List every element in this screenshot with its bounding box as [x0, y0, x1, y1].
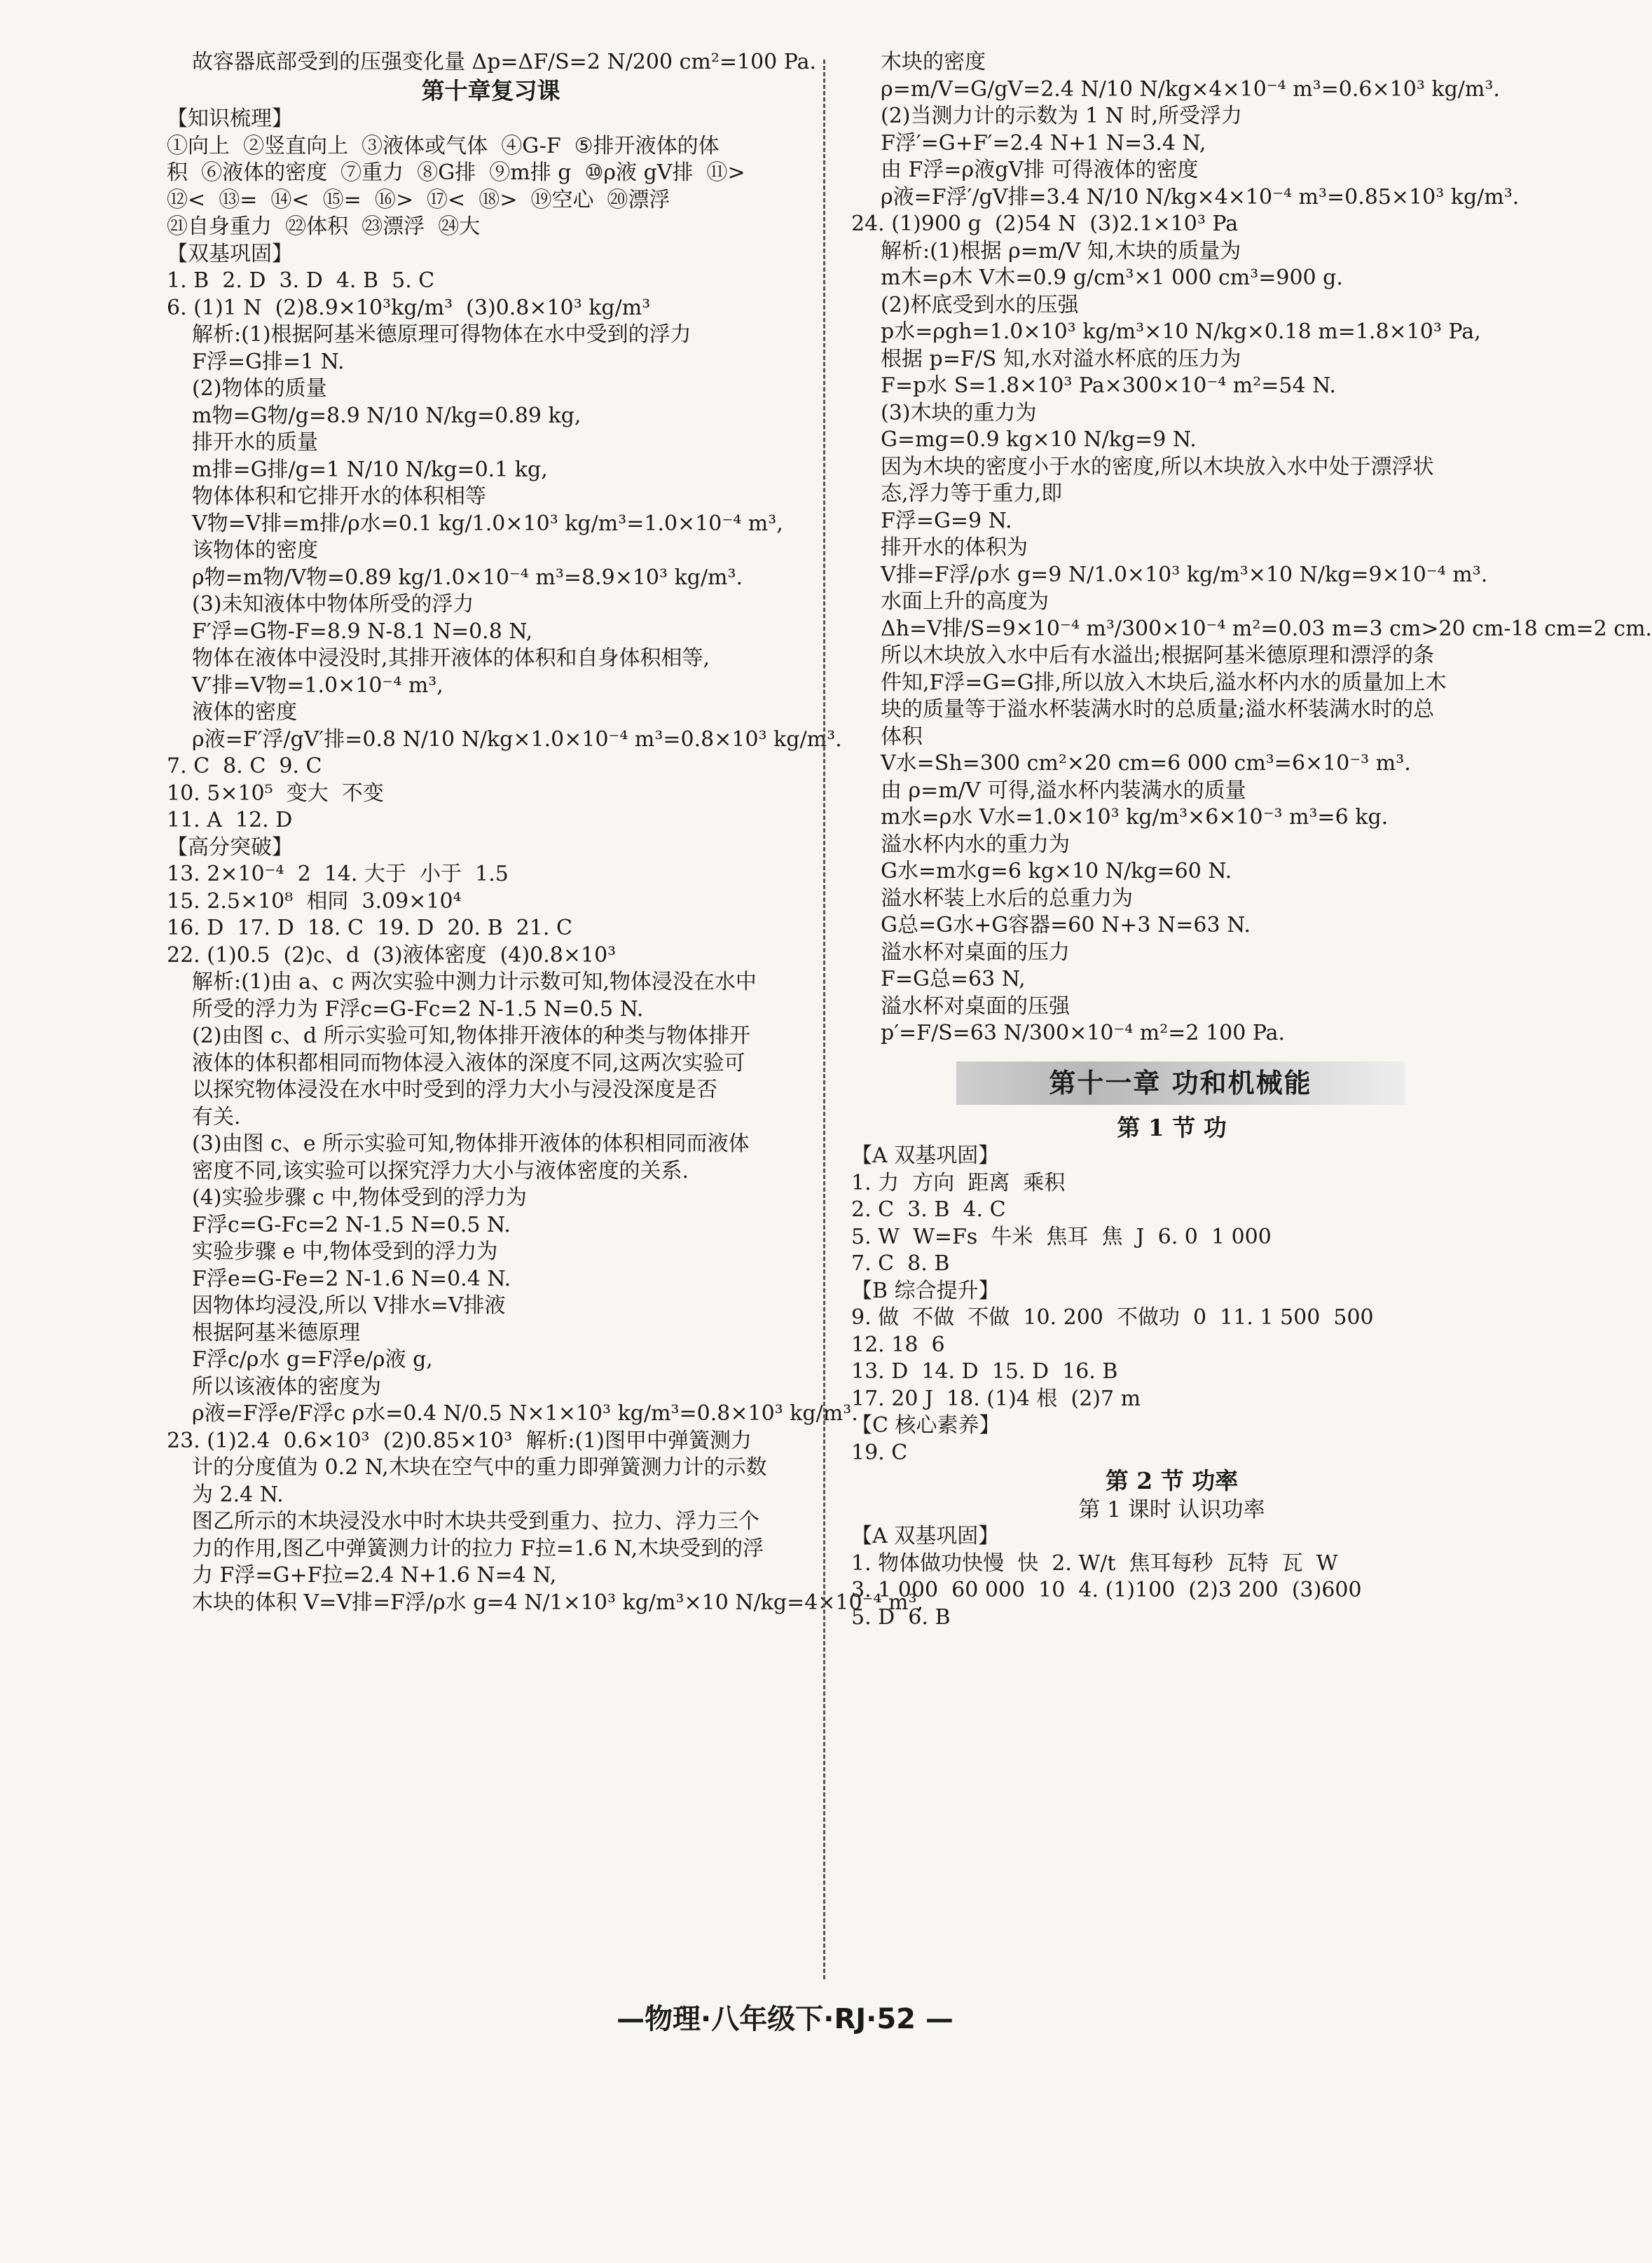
text-line: 24. (1)900 g (2)54 N (3)2.1×10³ Pa — [851, 212, 1239, 236]
text-line: 【A 双基巩固】 — [851, 1524, 1000, 1548]
text-line: 溢水杯对桌面的压强 — [881, 993, 1070, 1019]
text-line: 所以木块放入水中后有水溢出;根据阿基米德原理和漂浮的条 — [881, 643, 1435, 668]
text-line: 12. 18 6 — [851, 1332, 945, 1357]
text-line: 因为木块的密度小于水的密度,所以木块放入水中处于漂浮状 — [881, 454, 1434, 479]
text-line: (3)由图 c、e 所示实验可知,物体排开液体的体积相同而液体 — [192, 1132, 750, 1156]
text-line: 排开水的质量 — [192, 430, 318, 455]
text-line: 排开水的体积为 — [881, 535, 1028, 560]
text-line: 密度不同,该实验可以探究浮力大小与液体密度的关系. — [192, 1158, 689, 1183]
text-line: 体积 — [881, 724, 923, 749]
text-line: 10. 5×10⁵ 变大 不变 — [167, 780, 384, 806]
text-line: (2)当测力计的示数为 1 N 时,所受浮力 — [881, 104, 1242, 128]
text-line: (3)木块的重力为 — [881, 400, 1037, 425]
text-line: 为 2.4 N. — [192, 1482, 284, 1507]
text-line: 图乙所示的木块浸没水中时木块共受到重力、拉力、浮力三个 — [192, 1509, 759, 1534]
text-line: 溢水杯对桌面的压力 — [881, 940, 1070, 965]
text-line: ρ液=F′浮/gV′排=0.8 N/10 N/kg×1.0×10⁻⁴ m³=0.8×10³ kg/m³. — [192, 727, 842, 752]
text-line: 11. A 12. D — [167, 808, 293, 832]
text-line: 故容器底部受到的压强变化量 Δp=ΔF/S=2 N/200 cm²=100 Pa. — [192, 50, 817, 74]
text-line: 计的分度值为 0.2 N,木块在空气中的重力即弹簧测力计的示数 — [192, 1455, 767, 1480]
text-line: 23. (1)2.4 0.6×10³ (2)0.85×10³ 解析:(1)图甲中弹簧测力 — [167, 1428, 752, 1453]
text-line: 木块的密度 — [881, 50, 986, 74]
text-line: V水=Sh=300 cm²×20 cm=6 000 cm³=6×10⁻³ m³. — [881, 751, 1411, 776]
text-line: 块的质量等于溢水杯装满水时的总质量;溢水杯装满水时的总 — [881, 697, 1435, 722]
text-line: F浮′=G+F′=2.4 N+1 N=3.4 N, — [881, 130, 1206, 156]
text-line: ①向上 ②竖直向上 ③液体或气体 ④G-F ⑤排开液体的体 — [167, 133, 720, 158]
text-line: F=p水 S=1.8×10³ Pa×300×10⁻⁴ m²=54 N. — [881, 373, 1336, 398]
chapter-banner: 第十一章 功和机械能 — [956, 1061, 1405, 1105]
text-line: p水=ρgh=1.0×10³ kg/m³×10 N/kg×0.18 m=1.8×10³ Pa, — [881, 319, 1481, 344]
text-line: 16. D 17. D 18. C 19. D 20. B 21. C — [167, 916, 572, 940]
text-line: F浮c/ρ水 g=F浮e/ρ液 g, — [192, 1347, 433, 1372]
text-line: 解析:(1)根据 ρ=m/V 知,木块的质量为 — [881, 238, 1241, 263]
text-line: 因物体均浸没,所以 V排水=V排液 — [192, 1293, 506, 1318]
section-heading: 第 2 节 功率 — [1105, 1467, 1239, 1494]
text-line: Δh=V排/S=9×10⁻⁴ m³/300×10⁻⁴ m²=0.03 m=3 cm>20 cm-18 cm=2 cm. — [881, 616, 1652, 641]
text-line: 解析:(1)根据阿基米德原理可得物体在水中受到的浮力 — [192, 322, 691, 347]
text-line: 有关. — [192, 1104, 241, 1129]
text-line: 【高分突破】 — [167, 834, 293, 860]
text-line: 【B 综合提升】 — [851, 1278, 1000, 1303]
text-line: 根据阿基米德原理 — [192, 1320, 360, 1345]
text-line: F浮c=G-Fc=2 N-1.5 N=0.5 N. — [192, 1212, 511, 1237]
text-line: 5. W W=Fs 牛米 焦耳 焦 J 6. 0 1 000 — [851, 1224, 1272, 1249]
text-line: 该物体的密度 — [192, 538, 318, 563]
text-line: m水=ρ水 V水=1.0×10³ kg/m³×6×10⁻³ m³=6 kg. — [881, 805, 1389, 830]
text-line: 1. B 2. D 3. D 4. B 5. C — [167, 268, 435, 293]
text-line: 溢水杯内水的重力为 — [881, 832, 1070, 857]
text-line: ρ=m/V=G/gV=2.4 N/10 N/kg×4×10⁻⁴ m³=0.6×10³ kg/m³. — [881, 76, 1500, 102]
text-line: ρ液=F浮e/F浮c ρ水=0.4 N/0.5 N×1×10³ kg/m³=0.8×10³ kg/m³. — [192, 1401, 858, 1426]
page-footer: —物理·八年级下·RJ·52 — — [617, 2003, 954, 2035]
text-line: 5. D 6. B — [851, 1604, 951, 1630]
text-line: m木=ρ木 V木=0.9 g/cm³×1 000 cm³=900 g. — [881, 266, 1343, 290]
text-line: 物体在液体中浸没时,其排开液体的体积和自身体积相等, — [192, 646, 710, 670]
text-line: 解析:(1)由 a、c 两次实验中测力计示数可知,物体浸没在水中 — [192, 970, 757, 994]
text-line: 根据 p=F/S 知,水对溢水杯底的压力为 — [881, 346, 1241, 371]
text-line: 【A 双基巩固】 — [851, 1143, 1000, 1168]
text-line: 物体体积和它排开水的体积相等 — [192, 484, 486, 509]
text-line: G=mg=0.9 kg×10 N/kg=9 N. — [881, 427, 1197, 452]
text-line: 溢水杯装上水后的总重力为 — [881, 886, 1133, 911]
column-divider — [823, 60, 825, 1979]
text-line: V′排=V物=1.0×10⁻⁴ m³, — [192, 673, 443, 698]
text-line: V排=F浮/ρ水 g=9 N/1.0×10³ kg/m³×10 N/kg=9×10⁻⁴ m³. — [881, 562, 1488, 587]
text-line: 2. C 3. B 4. C — [851, 1197, 1006, 1222]
text-line: 7. C 8. C 9. C — [167, 754, 322, 778]
text-line: 22. (1)0.5 (2)c、d (3)液体密度 (4)0.8×10³ — [167, 942, 617, 968]
text-line: 【双基巩固】 — [167, 241, 293, 266]
text-line: 【C 核心素养】 — [851, 1413, 1000, 1438]
section-heading: 第 1 节 功 — [1117, 1113, 1227, 1141]
text-line: 态,浮力等于重力,即 — [881, 481, 1063, 506]
text-line: 9. 做 不做 不做 10. 200 不做功 0 11. 1 500 500 — [851, 1305, 1374, 1330]
text-line: G总=G水+G容器=60 N+3 N=63 N. — [881, 913, 1251, 937]
text-line: 液体的体积都相同而物体浸入液体的深度不同,这两次实验可 — [192, 1050, 745, 1075]
text-line: 液体的密度 — [192, 700, 297, 724]
text-line: 1. 力 方向 距离 乘积 — [851, 1170, 1066, 1195]
text-line: 件知,F浮=G=G排,所以放入木块后,溢水杯内水的质量加上木 — [881, 670, 1447, 695]
text-line: ρ液=F浮′/gV排=3.4 N/10 N/kg×4×10⁻⁴ m³=0.85×10³ kg/m³. — [881, 184, 1520, 209]
text-line: 【知识梳理】 — [167, 106, 293, 131]
text-line: ρ物=m物/V物=0.89 kg/1.0×10⁻⁴ m³=8.9×10³ kg/m³. — [192, 565, 743, 590]
text-line: 3. 1 000 60 000 10 4. (1)100 (2)3 200 (3)600 — [851, 1578, 1362, 1602]
right-column — [851, 49, 1652, 1631]
text-line: (3)未知液体中物体所受的浮力 — [192, 592, 474, 617]
text-line: 由 F浮=ρ液gV排 可得液体的密度 — [881, 158, 1199, 182]
section-heading: 第十章复习课 — [421, 76, 560, 104]
text-line: F浮=G排=1 N. — [192, 349, 345, 374]
text-line: 15. 2.5×10⁸ 相同 3.09×10⁴ — [167, 888, 462, 914]
text-line: 6. (1)1 N (2)8.9×10³kg/m³ (3)0.8×10³ kg/m³ — [167, 295, 651, 320]
text-line: ⑫< ⑬= ⑭< ⑮= ⑯> ⑰< ⑱> ⑲空心 ⑳漂浮 — [167, 187, 670, 212]
text-line: 17. 20 J 18. (1)4 根 (2)7 m — [851, 1386, 1141, 1411]
text-line: 由 ρ=m/V 可得,溢水杯内装满水的质量 — [881, 778, 1246, 803]
text-line: 13. 2×10⁻⁴ 2 14. 大于 小于 1.5 — [167, 862, 509, 886]
text-line: F浮=G=9 N. — [881, 508, 1012, 533]
text-line: ㉑自身重力 ㉒体积 ㉓漂浮 ㉔大 — [167, 214, 481, 239]
text-line: 19. C — [851, 1440, 908, 1465]
text-line: 以探究物体浸没在水中时受到的浮力大小与浸没深度是否 — [192, 1078, 717, 1102]
text-line: 1. 物体做功快慢 快 2. W/t 焦耳每秒 瓦特 瓦 W — [851, 1550, 1338, 1576]
text-line: (2)杯底受到水的压强 — [881, 292, 1079, 317]
text-line: (4)实验步骤 c 中,物体受到的浮力为 — [192, 1185, 527, 1210]
text-line: F′浮=G物-F=8.9 N-8.1 N=0.8 N, — [192, 619, 533, 644]
text-line: 力的作用,图乙中弹簧测力计的拉力 F拉=1.6 N,木块受到的浮 — [192, 1536, 764, 1561]
text-line: 13. D 14. D 15. D 16. B — [851, 1359, 1118, 1384]
text-line: p′=F/S=63 N/300×10⁻⁴ m²=2 100 Pa. — [881, 1021, 1286, 1045]
text-line: F浮e=G-Fe=2 N-1.6 N=0.4 N. — [192, 1266, 511, 1291]
text-line: (2)由图 c、d 所示实验可知,物体排开液体的种类与物体排开 — [192, 1024, 751, 1048]
text-line: 实验步骤 e 中,物体受到的浮力为 — [192, 1239, 498, 1264]
text-line: 7. C 8. B — [851, 1251, 950, 1276]
text-line: V物=V排=m排/ρ水=0.1 kg/1.0×10³ kg/m³=1.0×10⁻⁴ m³, — [192, 511, 783, 536]
text-line: m排=G排/g=1 N/10 N/kg=0.1 kg, — [192, 457, 548, 482]
text-line: F=G总=63 N, — [881, 967, 1026, 991]
text-line: 积 ⑥液体的密度 ⑦重力 ⑧G排 ⑨m排 g ⑩ρ液 gV排 ⑪> — [167, 160, 745, 185]
text-line: 木块的体积 V=V排=F浮/ρ水 g=4 N/1×10³ kg/m³×10 N/kg=4×10⁻⁴ m³, — [192, 1590, 924, 1615]
subsection-heading: 第 1 课时 认识功率 — [1078, 1497, 1265, 1522]
text-line: 所受的浮力为 F浮c=G-Fc=2 N-1.5 N=0.5 N. — [192, 996, 644, 1022]
text-line: (2)物体的质量 — [192, 376, 327, 401]
text-line: 水面上升的高度为 — [881, 589, 1049, 614]
text-line: 所以该液体的密度为 — [192, 1374, 381, 1399]
text-line: G水=m水g=6 kg×10 N/kg=60 N. — [881, 859, 1232, 883]
text-line: m物=G物/g=8.9 N/10 N/kg=0.89 kg, — [192, 403, 581, 428]
text-line: 力 F浮=G+F拉=2.4 N+1.6 N=4 N, — [192, 1563, 557, 1588]
